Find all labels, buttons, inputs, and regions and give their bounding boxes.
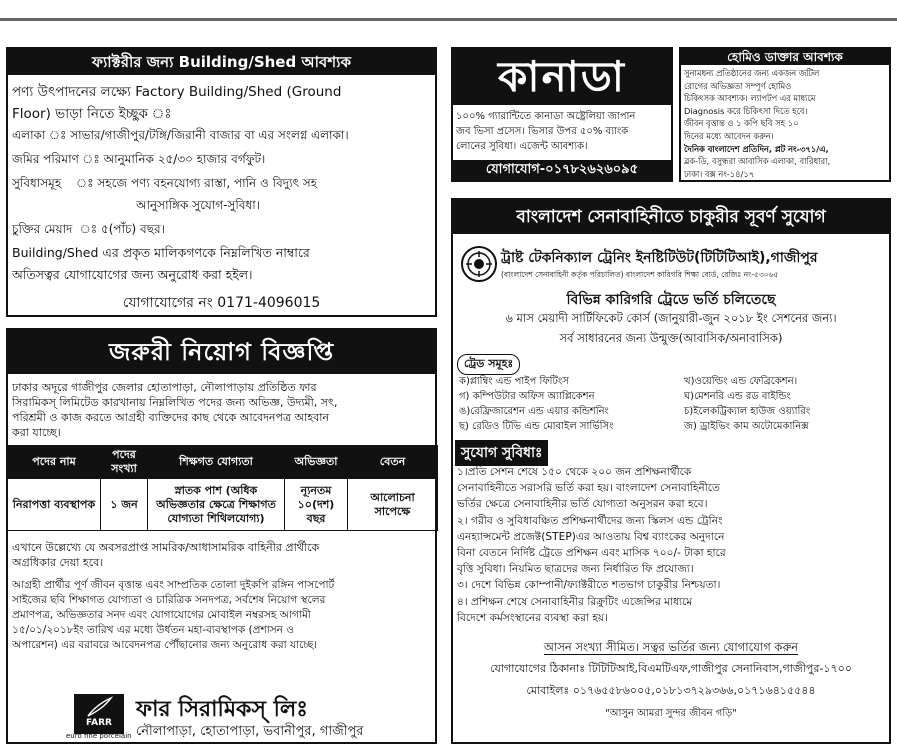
para-line: আগ্রহী প্রার্থীর পূর্ণ জীবন বৃত্তান্ত এবং সাম্প্রতিক তোলা দুইকপি রঙ্গিন পাসপোর্ট [12,579,335,591]
intro-line: সিরামিকস্ লিমিটেড কারখানায় নিম্নলিখিত পদের জন্য অভিজ্ঞ, উদ্যমী, সৎ, [12,396,338,409]
trades-label [457,352,520,375]
homeo-line: ঢাকা। বক্স নং-১৪/১৭ [684,168,755,179]
benefit-line: ২। গরীব ও সুবিধাবঞ্চিত প্রশিক্ষনার্থীদের জন্য স্কিলস এন্ড ট্রেনিং [457,514,723,527]
factory-ad-facility1: সুবিধাসমূহ ঃ সহজে পণ্য বহনযোগ্য রাস্তা, পানি ও বিদ্যুৎ সহ [12,176,318,190]
benefit-line: বিদেশে কর্মসংস্থানের ব্যবস্থা করা হয়। [457,611,608,624]
feather-icon [84,696,114,718]
company-name: ফার সিরামিকস্ লিঃ [136,697,309,722]
canada-ad-title: কানাডা [453,49,671,105]
factory-ad-owner2: অতিসত্বর যোগাযোগের জন্য অনুরোধ করা হইল। [12,267,253,282]
factory-ad-area: এলাকা ঃ সাভার/গাজীপুর/টঙ্গি/জিরানী বাজার বা এর সংলগ্ন এলাকা। [12,128,349,142]
institute-name: ট্রাষ্ট টেকনিক্যাল ট্রেনিং ইনষ্টিটিউট(টিটিটিআই),গাজীপুর [501,250,818,266]
benefits-list [457,464,887,626]
recruitment-intro [12,380,434,440]
logo-wordmark: FARR [86,718,112,728]
open-info: সর্ব সাধারনের জন্য উন্মুক্ত(আবাসিক/অনাবাসিক) [559,331,783,345]
benefits-label [455,440,548,466]
table-cell: ১ জন [101,479,148,531]
homeo-ad-body [684,67,889,180]
company-address: নৌলাপাড়া, হোতাপাড়া, ভবানীপুর, গাজীপুর [136,724,364,739]
table-header: অভিজ্ঞতা [285,446,348,479]
factory-ad-facility2: আনুসাঙ্গিক সুযোগ-সুবিধা। [136,198,261,212]
recruitment-para1 [12,540,434,570]
table-cell: আলোচনা সাপেক্ষে [348,479,438,531]
army-slogan: "আসুন আমরা সুন্দর জীবন গড়ি" [605,708,737,719]
benefit-line: সেনাবাহিনীতে সরাসরি ভর্তি করা হয়। বাংলাদেশ সেনাবাহিনীতে [457,482,720,495]
canada-ad-body [456,109,670,154]
homeo-ad-title: হোমিও ডাক্তার আবশ্যক [681,49,889,65]
trade-item: চ)ইলেকট্রিক্যাল হাউজ ওয়্যারিং [684,406,811,417]
factory-ad-line1: পণ্য উৎপাদনের লক্ষ্যে Factory Building/Shed (Ground [12,84,342,100]
homeo-line: Diagnosis করে চিকিৎসা দিতে হবে। [684,105,808,116]
factory-ad-contact: যোগাযোগের নং 0171-4096015 [122,295,321,311]
homeo-line: সুনামধন্য প্রতিষ্ঠানের জন্য একজন জটিল [684,68,820,78]
intro-line: পরিশ্রমী ও কাজ করতে আগ্রহী ব্যক্তিদের কাছ থেকে আবেদনপত্র আহবান [12,411,330,424]
intro-line: ঢাকার অদূরে গাজীপুর জেলার হোতাপাড়া, নৌলাপাড়ায় প্রতিষ্ঠিত ফার [12,381,317,394]
para-line: অপারেশন) এর বরাবরে আবেদনপত্র পৌঁছানোর জন্য অনুরোধ করা যাচ্ছে। [12,639,318,651]
course-info: ৬ মাস মেয়াদী সার্টিফিকেট কোর্স (জানুয়ারী-জুন ২০১৮ ইং সেশনের জন্য। [505,311,837,325]
page-top-rule [0,0,897,21]
canada-visa-ad [451,47,673,182]
canada-body-line: জব ভিসা প্রসেস। ভিসার উপর ৫০% ব্যাংক [456,126,629,137]
table-header: শিক্ষগত যোগ্যতা [148,446,285,479]
factory-ad-owner1: Building/Shed এর প্রকৃত মালিকগণকে নিম্নলিখিত নাম্বারে [12,245,310,260]
table-header: পদের সংখ্যা [101,446,148,479]
benefit-line: বৃত্তি সুবিধা। নিয়মিত ছাত্রদের জন্য নির্ধারিত ফি প্রযোজ্য। [457,563,694,576]
homeo-line: ব্লক-ডি, বসুন্ধরা আবাসিক এলাকা, বারিধারা, [684,156,831,167]
institute-subtitle: (বাংলাদেশ সেনাবাহিনী কর্তৃক পরিচালিত) বাংলাদেশ কারিগরি শিক্ষা বোর্ড, রেজিঃ নং-৫৩০৬৫ [501,270,779,279]
farr-logo [74,694,124,734]
homeo-line: রোগের অভিজ্ঞতা সম্পূর্ণ হোমিও [684,80,792,91]
intro-line: করা যাচ্ছে। [12,426,61,439]
homeo-line: দিনের মধ্যে আবেদন করুন। [684,130,774,141]
factory-ad-term: চুক্তির মেয়াদ ঃ ৫(পাঁচ) বছর। [12,222,165,236]
recruitment-para2 [12,578,434,653]
trade-item: ক)প্লাম্বিং এন্ড পাইপ ফিটিংস [459,376,569,387]
admission-heading: বিভিন্ন কারিগরি ট্রেডে ভর্তি চলিতেছে [566,292,776,308]
benefit-line: ১।প্রতি সেশন শেষে ১৫০ থেকে ২০০ জন প্রশিক্ষনার্থীকে [457,466,692,478]
recruitment-ad-title: জরুরী নিয়োগ বিজ্ঞপ্তি [8,330,435,374]
army-contact-address: যোগাযোগের ঠিকানাঃ টিটিটিআই,বিএমটিএফ,গাজীপুর সেনানিবাস,গাজীপুর-১৭০০ [490,662,852,675]
para-line: এখানে উল্লেখ্যে যে অবসরপ্রাপ্ত সামরিক/আধাসামরিক বাহিনীর প্রার্থীকে [12,541,320,554]
canada-ad-contact: যোগাযোগ-০১৭৮২৬২৬০৯৫ [453,160,671,180]
benefits-label-bar: সুযোগ সুবিধাঃ [455,440,548,466]
factory-building-ad [6,47,437,317]
trade-item: ঘ)মেশনরি এন্ড রড বাইন্ডিং [684,391,791,402]
benefit-line: বিনা বেতনে নির্দিষ্ট ট্রেডে প্রশিক্ষন এবং মাসিক ৭০০/- টাকা হারে [457,547,726,560]
limited-seats-note [453,636,889,658]
canada-body-line: ১০০% গ্যারান্টিতে কানাডা অষ্ট্রেলিয়া জাপান [456,111,636,122]
factory-ad-size: জমির পরিমাণ ঃ আনুমানিক ২৫/৩০ হাজার বর্গফুট। [12,152,266,166]
homeo-line: দৈনিক বাংলাদেশ প্রতিদিন, প্লট নং-৩৭১/এ, [684,143,829,154]
factory-ad-line2: Floor) ভাড়া নিতে ইচ্ছুক ঃ [12,106,172,122]
table-cell: নিরাপত্তা ব্যবস্থাপক [8,479,101,531]
benefit-line: ৩। দেশে বিভিন্ন কোম্পানী/ফ্যাক্টরীতে শতভাগ চাকুরীর নিশ্চয়তা। [457,579,721,592]
trade-item: গ) কম্পিউটার অফিস অ্যাপ্লিকেশন [459,391,595,402]
benefit-line: ভর্তির ক্ষেত্রে সেনাবাহিনীর ভর্তি যোগ্যতা অনুসরন করা হবে। [457,498,708,511]
para-line: প্রমাণপত্র, অভিজ্ঞতার সনদ এবং যোগাযোগের মোবাইল নম্বরসহ আগামী [12,609,311,621]
trades-label-pill: ট্রেড সমূহঃ [457,354,520,375]
table-cell: ন্যূনতম ১০(দশ) বছর [285,479,348,531]
limited-seats-text: আসন সংখ্যা সীমিত। সত্বর ভর্তির জন্য যোগাযোগ করুন [543,640,799,654]
ttti-emblem [461,246,497,282]
army-contact-mobile: মোবাইলঃ ০১৭৬৫৫৮৬০০৫,০১৮১৩৭২৯৩৬৬,০১৭১৬৪১৫৫৪৪ [526,684,816,697]
table-cell: স্নাতক পাশ (অধিক অভিজ্ঞতার ক্ষেত্রে শিক্ষাগত যোগ্যতা শিথিলযোগ্য) [148,479,285,531]
table-header: পদের নাম [8,446,101,479]
trade-item: ঙ)রেফ্রিজারেশন এন্ড এয়ার কন্ডিশনিং [459,406,609,417]
para-line: অগ্রধিকার দেয়া হবে। [12,556,104,569]
trade-item: জ) ড্রাইভিং কাম অটোমেকানিক্স [684,421,809,432]
recruitment-ad [6,328,437,744]
table-header: বেতন [348,446,438,479]
army-ad-title: বাংলাদেশ সেনাবাহিনীতে চাকুরীর সূবর্ণ সুযোগ [453,200,889,234]
logo-tagline: euro fine porcelain [66,732,132,740]
emblem-icon [463,248,495,280]
benefit-line: এনহ্যান্সমেন্ট প্রজেক্ট(STEP)এর আওতায় বিশ্ব ব্যাংকের অনুদানে [457,530,725,543]
homeo-line: চিকিৎসক আবশ্যক। ল্যাপটপ এর মাধ্যমে [684,93,816,104]
benefit-line: ৪। প্রশিক্ষন শেষে সেনাবাহিনীর রিক্রুটিং এজেন্সির মাধ্যমে [457,595,693,608]
recruitment-table [7,445,438,531]
homeo-doctor-ad [679,47,891,182]
trade-item: খ)ওয়েল্ডিং এন্ড ফেব্রিকেশন। [684,376,798,387]
canada-body-line: লোনের সুবিধা। এজেন্ট আবশ্যক। [456,141,588,152]
factory-ad-title: ফ্যাক্টরীর জন্য Building/Shed আবশ্যক [8,49,435,75]
para-line: সাইজের ছবি শিক্ষাগত যোগ্যতা ও চারিত্রিক সনদপত্র, সর্বশেষ নিয়োগ স্থলের [12,594,326,606]
homeo-line: জীবন বৃত্তান্ত ও ১ কপি ছবি সহ ১০ [684,118,799,129]
table-row [8,479,438,531]
trades-list [459,374,887,434]
trade-item: ছ) রেডিও টিভি এন্ড মোবাইল সার্ভিসিং [459,421,614,432]
para-line: ১৫/০১/২০১৮ইং তারিখ এর মধ্যে উর্ধতন মহা-ব্যবস্থাপক (প্রশাসন ও [12,624,295,636]
army-training-ad [451,198,891,744]
